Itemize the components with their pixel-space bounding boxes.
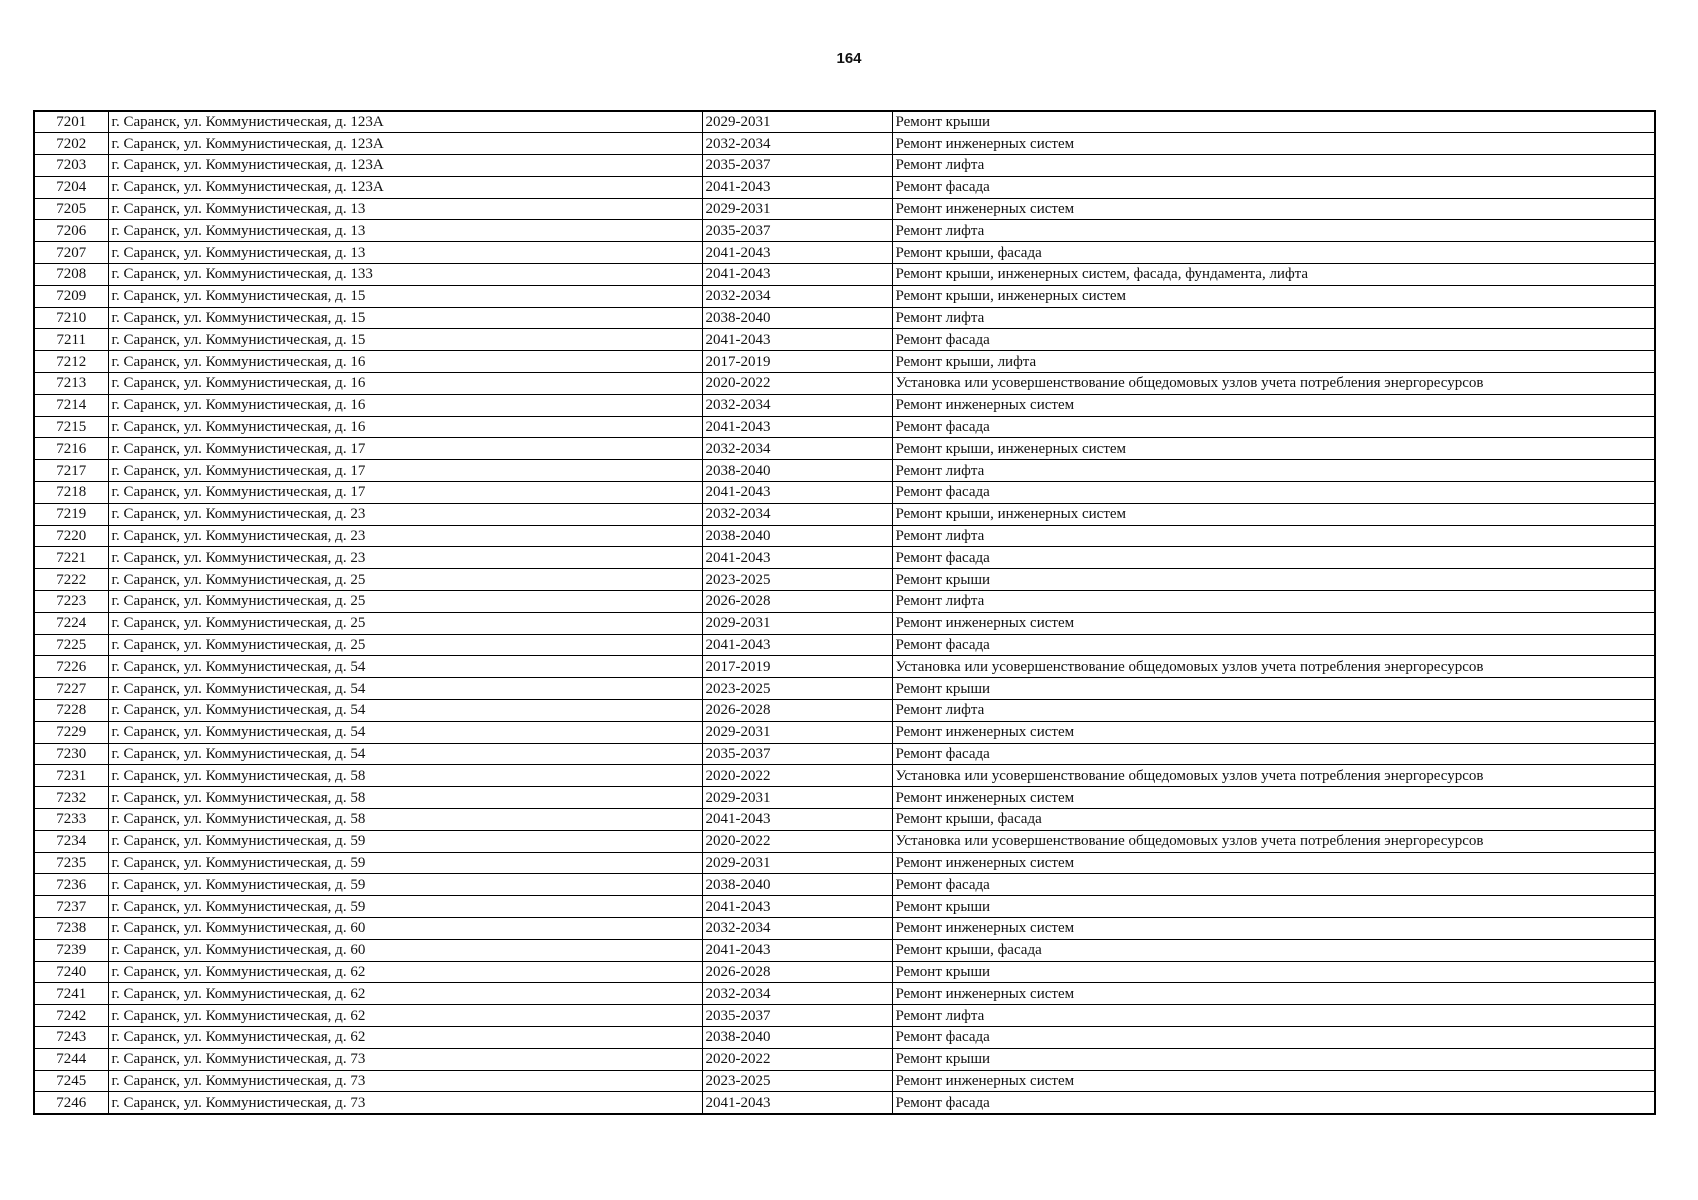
address-cell: г. Саранск, ул. Коммунистическая, д. 54 bbox=[108, 721, 702, 743]
period-cell: 2035-2037 bbox=[702, 155, 892, 177]
work-type-cell: Ремонт крыши, инженерных систем bbox=[892, 438, 1655, 460]
table-row bbox=[34, 503, 1655, 525]
period-cell: 2038-2040 bbox=[702, 307, 892, 329]
address-cell: г. Саранск, ул. Коммунистическая, д. 54 bbox=[108, 743, 702, 765]
row-number-cell: 7238 bbox=[34, 917, 108, 939]
work-type-cell: Ремонт крыши bbox=[892, 678, 1655, 700]
work-type-cell: Ремонт крыши bbox=[892, 896, 1655, 918]
work-type-cell: Ремонт инженерных систем bbox=[892, 394, 1655, 416]
period-cell: 2041-2043 bbox=[702, 329, 892, 351]
row-number-cell: 7212 bbox=[34, 351, 108, 373]
address-cell: г. Саранск, ул. Коммунистическая, д. 58 bbox=[108, 765, 702, 787]
table-row bbox=[34, 874, 1655, 896]
table-row bbox=[34, 743, 1655, 765]
period-cell: 2041-2043 bbox=[702, 242, 892, 264]
address-cell: г. Саранск, ул. Коммунистическая, д. 13 bbox=[108, 242, 702, 264]
row-number-cell: 7224 bbox=[34, 612, 108, 634]
address-cell: г. Саранск, ул. Коммунистическая, д. 17 bbox=[108, 460, 702, 482]
row-number-cell: 7244 bbox=[34, 1048, 108, 1070]
period-cell: 2023-2025 bbox=[702, 1070, 892, 1092]
work-type-cell: Ремонт крыши bbox=[892, 569, 1655, 591]
period-cell: 2038-2040 bbox=[702, 460, 892, 482]
table-row bbox=[34, 656, 1655, 678]
table-row bbox=[34, 1070, 1655, 1092]
row-number-cell: 7236 bbox=[34, 874, 108, 896]
address-cell: г. Саранск, ул. Коммунистическая, д. 133 bbox=[108, 264, 702, 286]
address-cell: г. Саранск, ул. Коммунистическая, д. 73 bbox=[108, 1070, 702, 1092]
address-cell: г. Саранск, ул. Коммунистическая, д. 123А bbox=[108, 155, 702, 177]
period-cell: 2023-2025 bbox=[702, 569, 892, 591]
work-type-cell: Ремонт фасада bbox=[892, 634, 1655, 656]
work-type-cell: Установка или усовершенствование общедомовых узлов учета потребления энергоресурсов bbox=[892, 373, 1655, 395]
table-row bbox=[34, 721, 1655, 743]
period-cell: 2035-2037 bbox=[702, 743, 892, 765]
work-type-cell: Ремонт крыши bbox=[892, 961, 1655, 983]
work-type-cell: Ремонт фасада bbox=[892, 1092, 1655, 1114]
row-number-cell: 7230 bbox=[34, 743, 108, 765]
row-number-cell: 7201 bbox=[34, 111, 108, 133]
table-row bbox=[34, 482, 1655, 504]
table-row bbox=[34, 1026, 1655, 1048]
work-type-cell: Ремонт крыши, инженерных систем bbox=[892, 503, 1655, 525]
row-number-cell: 7218 bbox=[34, 482, 108, 504]
work-type-cell: Ремонт крыши bbox=[892, 111, 1655, 133]
row-number-cell: 7202 bbox=[34, 133, 108, 155]
period-cell: 2032-2034 bbox=[702, 438, 892, 460]
table-row bbox=[34, 917, 1655, 939]
work-type-cell: Ремонт лифта bbox=[892, 525, 1655, 547]
row-number-cell: 7215 bbox=[34, 416, 108, 438]
table-row bbox=[34, 1048, 1655, 1070]
row-number-cell: 7211 bbox=[34, 329, 108, 351]
address-cell: г. Саранск, ул. Коммунистическая, д. 62 bbox=[108, 961, 702, 983]
period-cell: 2020-2022 bbox=[702, 373, 892, 395]
row-number-cell: 7216 bbox=[34, 438, 108, 460]
address-cell: г. Саранск, ул. Коммунистическая, д. 73 bbox=[108, 1092, 702, 1114]
period-cell: 2029-2031 bbox=[702, 111, 892, 133]
work-type-cell: Установка или усовершенствование общедомовых узлов учета потребления энергоресурсов bbox=[892, 656, 1655, 678]
period-cell: 2026-2028 bbox=[702, 591, 892, 613]
row-number-cell: 7239 bbox=[34, 939, 108, 961]
row-number-cell: 7229 bbox=[34, 721, 108, 743]
work-type-cell: Ремонт крыши bbox=[892, 1048, 1655, 1070]
row-number-cell: 7226 bbox=[34, 656, 108, 678]
period-cell: 2020-2022 bbox=[702, 830, 892, 852]
page-number: 164 bbox=[836, 50, 862, 67]
work-type-cell: Ремонт лифта bbox=[892, 460, 1655, 482]
table-row bbox=[34, 983, 1655, 1005]
period-cell: 2026-2028 bbox=[702, 961, 892, 983]
table-row bbox=[34, 525, 1655, 547]
work-type-cell: Ремонт лифта bbox=[892, 591, 1655, 613]
period-cell: 2029-2031 bbox=[702, 852, 892, 874]
address-cell: г. Саранск, ул. Коммунистическая, д. 16 bbox=[108, 416, 702, 438]
row-number-cell: 7219 bbox=[34, 503, 108, 525]
address-cell: г. Саранск, ул. Коммунистическая, д. 60 bbox=[108, 917, 702, 939]
period-cell: 2038-2040 bbox=[702, 1026, 892, 1048]
row-number-cell: 7235 bbox=[34, 852, 108, 874]
work-type-cell: Ремонт фасада bbox=[892, 482, 1655, 504]
period-cell: 2035-2037 bbox=[702, 220, 892, 242]
work-type-cell: Ремонт инженерных систем bbox=[892, 983, 1655, 1005]
table-row bbox=[34, 591, 1655, 613]
work-type-cell: Ремонт инженерных систем bbox=[892, 133, 1655, 155]
table-row bbox=[34, 787, 1655, 809]
table-row bbox=[34, 285, 1655, 307]
row-number-cell: 7221 bbox=[34, 547, 108, 569]
row-number-cell: 7232 bbox=[34, 787, 108, 809]
table-row bbox=[34, 111, 1655, 133]
row-number-cell: 7210 bbox=[34, 307, 108, 329]
table-row bbox=[34, 307, 1655, 329]
period-cell: 2041-2043 bbox=[702, 264, 892, 286]
address-cell: г. Саранск, ул. Коммунистическая, д. 59 bbox=[108, 830, 702, 852]
table-row bbox=[34, 678, 1655, 700]
address-cell: г. Саранск, ул. Коммунистическая, д. 54 bbox=[108, 656, 702, 678]
table-row bbox=[34, 133, 1655, 155]
period-cell: 2029-2031 bbox=[702, 721, 892, 743]
row-number-cell: 7208 bbox=[34, 264, 108, 286]
work-type-cell: Ремонт фасада bbox=[892, 547, 1655, 569]
work-type-cell: Ремонт инженерных систем bbox=[892, 852, 1655, 874]
table-row bbox=[34, 438, 1655, 460]
work-type-cell: Ремонт фасада bbox=[892, 176, 1655, 198]
address-cell: г. Саранск, ул. Коммунистическая, д. 15 bbox=[108, 307, 702, 329]
address-cell: г. Саранск, ул. Коммунистическая, д. 59 bbox=[108, 852, 702, 874]
address-cell: г. Саранск, ул. Коммунистическая, д. 15 bbox=[108, 329, 702, 351]
table-row bbox=[34, 700, 1655, 722]
table-row bbox=[34, 809, 1655, 831]
table-row bbox=[34, 416, 1655, 438]
address-cell: г. Саранск, ул. Коммунистическая, д. 123А bbox=[108, 176, 702, 198]
period-cell: 2038-2040 bbox=[702, 525, 892, 547]
row-number-cell: 7246 bbox=[34, 1092, 108, 1114]
row-number-cell: 7240 bbox=[34, 961, 108, 983]
table-row bbox=[34, 896, 1655, 918]
row-number-cell: 7220 bbox=[34, 525, 108, 547]
row-number-cell: 7213 bbox=[34, 373, 108, 395]
work-type-cell: Ремонт инженерных систем bbox=[892, 787, 1655, 809]
table-row bbox=[34, 264, 1655, 286]
row-number-cell: 7241 bbox=[34, 983, 108, 1005]
period-cell: 2041-2043 bbox=[702, 809, 892, 831]
work-type-cell: Установка или усовершенствование общедомовых узлов учета потребления энергоресурсов bbox=[892, 765, 1655, 787]
work-type-cell: Ремонт крыши, фасада bbox=[892, 939, 1655, 961]
period-cell: 2041-2043 bbox=[702, 176, 892, 198]
row-number-cell: 7228 bbox=[34, 700, 108, 722]
period-cell: 2041-2043 bbox=[702, 634, 892, 656]
row-number-cell: 7243 bbox=[34, 1026, 108, 1048]
period-cell: 2032-2034 bbox=[702, 983, 892, 1005]
table-row bbox=[34, 612, 1655, 634]
table-row bbox=[34, 242, 1655, 264]
period-cell: 2023-2025 bbox=[702, 678, 892, 700]
table-row bbox=[34, 351, 1655, 373]
table-row bbox=[34, 155, 1655, 177]
work-type-cell: Ремонт крыши, инженерных систем bbox=[892, 285, 1655, 307]
work-type-cell: Ремонт инженерных систем bbox=[892, 721, 1655, 743]
period-cell: 2020-2022 bbox=[702, 765, 892, 787]
row-number-cell: 7206 bbox=[34, 220, 108, 242]
work-type-cell: Ремонт крыши, фасада bbox=[892, 242, 1655, 264]
work-type-cell: Ремонт фасада bbox=[892, 1026, 1655, 1048]
repair-schedule-table bbox=[33, 110, 1656, 1115]
row-number-cell: 7234 bbox=[34, 830, 108, 852]
address-cell: г. Саранск, ул. Коммунистическая, д. 23 bbox=[108, 547, 702, 569]
period-cell: 2041-2043 bbox=[702, 416, 892, 438]
period-cell: 2038-2040 bbox=[702, 874, 892, 896]
period-cell: 2032-2034 bbox=[702, 285, 892, 307]
address-cell: г. Саранск, ул. Коммунистическая, д. 62 bbox=[108, 1005, 702, 1027]
work-type-cell: Ремонт инженерных систем bbox=[892, 198, 1655, 220]
address-cell: г. Саранск, ул. Коммунистическая, д. 54 bbox=[108, 700, 702, 722]
period-cell: 2029-2031 bbox=[702, 612, 892, 634]
row-number-cell: 7203 bbox=[34, 155, 108, 177]
work-type-cell: Ремонт инженерных систем bbox=[892, 1070, 1655, 1092]
row-number-cell: 7204 bbox=[34, 176, 108, 198]
address-cell: г. Саранск, ул. Коммунистическая, д. 62 bbox=[108, 1026, 702, 1048]
table-row bbox=[34, 460, 1655, 482]
table-row bbox=[34, 939, 1655, 961]
address-cell: г. Саранск, ул. Коммунистическая, д. 13 bbox=[108, 220, 702, 242]
work-type-cell: Ремонт лифта bbox=[892, 1005, 1655, 1027]
period-cell: 2032-2034 bbox=[702, 394, 892, 416]
table-body bbox=[34, 111, 1655, 1114]
address-cell: г. Саранск, ул. Коммунистическая, д. 15 bbox=[108, 285, 702, 307]
row-number-cell: 7245 bbox=[34, 1070, 108, 1092]
table-row bbox=[34, 569, 1655, 591]
address-cell: г. Саранск, ул. Коммунистическая, д. 23 bbox=[108, 503, 702, 525]
row-number-cell: 7207 bbox=[34, 242, 108, 264]
work-type-cell: Ремонт лифта bbox=[892, 155, 1655, 177]
period-cell: 2032-2034 bbox=[702, 917, 892, 939]
row-number-cell: 7217 bbox=[34, 460, 108, 482]
address-cell: г. Саранск, ул. Коммунистическая, д. 17 bbox=[108, 438, 702, 460]
work-type-cell: Ремонт инженерных систем bbox=[892, 917, 1655, 939]
period-cell: 2029-2031 bbox=[702, 787, 892, 809]
table-row bbox=[34, 329, 1655, 351]
table-row bbox=[34, 765, 1655, 787]
period-cell: 2032-2034 bbox=[702, 503, 892, 525]
address-cell: г. Саранск, ул. Коммунистическая, д. 16 bbox=[108, 373, 702, 395]
period-cell: 2026-2028 bbox=[702, 700, 892, 722]
table-row bbox=[34, 961, 1655, 983]
row-number-cell: 7227 bbox=[34, 678, 108, 700]
row-number-cell: 7214 bbox=[34, 394, 108, 416]
row-number-cell: 7231 bbox=[34, 765, 108, 787]
address-cell: г. Саранск, ул. Коммунистическая, д. 73 bbox=[108, 1048, 702, 1070]
address-cell: г. Саранск, ул. Коммунистическая, д. 25 bbox=[108, 634, 702, 656]
period-cell: 2035-2037 bbox=[702, 1005, 892, 1027]
table-row bbox=[34, 198, 1655, 220]
period-cell: 2029-2031 bbox=[702, 198, 892, 220]
address-cell: г. Саранск, ул. Коммунистическая, д. 54 bbox=[108, 678, 702, 700]
row-number-cell: 7225 bbox=[34, 634, 108, 656]
table-row bbox=[34, 547, 1655, 569]
work-type-cell: Ремонт фасада bbox=[892, 416, 1655, 438]
address-cell: г. Саранск, ул. Коммунистическая, д. 58 bbox=[108, 809, 702, 831]
work-type-cell: Ремонт фасада bbox=[892, 874, 1655, 896]
address-cell: г. Саранск, ул. Коммунистическая, д. 23 bbox=[108, 525, 702, 547]
period-cell: 2041-2043 bbox=[702, 547, 892, 569]
address-cell: г. Саранск, ул. Коммунистическая, д. 123А bbox=[108, 133, 702, 155]
address-cell: г. Саранск, ул. Коммунистическая, д. 59 bbox=[108, 874, 702, 896]
work-type-cell: Ремонт лифта bbox=[892, 700, 1655, 722]
address-cell: г. Саранск, ул. Коммунистическая, д. 25 bbox=[108, 612, 702, 634]
table-row bbox=[34, 220, 1655, 242]
period-cell: 2017-2019 bbox=[702, 656, 892, 678]
row-number-cell: 7242 bbox=[34, 1005, 108, 1027]
period-cell: 2041-2043 bbox=[702, 482, 892, 504]
address-cell: г. Саранск, ул. Коммунистическая, д. 25 bbox=[108, 569, 702, 591]
table-row bbox=[34, 852, 1655, 874]
work-type-cell: Ремонт фасада bbox=[892, 329, 1655, 351]
table-row bbox=[34, 373, 1655, 395]
table-row bbox=[34, 176, 1655, 198]
work-type-cell: Ремонт крыши, инженерных систем, фасада, фундамента, лифта bbox=[892, 264, 1655, 286]
row-number-cell: 7233 bbox=[34, 809, 108, 831]
period-cell: 2017-2019 bbox=[702, 351, 892, 373]
address-cell: г. Саранск, ул. Коммунистическая, д. 62 bbox=[108, 983, 702, 1005]
work-type-cell: Ремонт крыши, фасада bbox=[892, 809, 1655, 831]
work-type-cell: Ремонт крыши, лифта bbox=[892, 351, 1655, 373]
table-row bbox=[34, 634, 1655, 656]
address-cell: г. Саранск, ул. Коммунистическая, д. 58 bbox=[108, 787, 702, 809]
address-cell: г. Саранск, ул. Коммунистическая, д. 123А bbox=[108, 111, 702, 133]
period-cell: 2032-2034 bbox=[702, 133, 892, 155]
row-number-cell: 7209 bbox=[34, 285, 108, 307]
period-cell: 2041-2043 bbox=[702, 1092, 892, 1114]
row-number-cell: 7222 bbox=[34, 569, 108, 591]
work-type-cell: Установка или усовершенствование общедомовых узлов учета потребления энергоресурсов bbox=[892, 830, 1655, 852]
row-number-cell: 7223 bbox=[34, 591, 108, 613]
table-row bbox=[34, 1005, 1655, 1027]
address-cell: г. Саранск, ул. Коммунистическая, д. 60 bbox=[108, 939, 702, 961]
table-row bbox=[34, 394, 1655, 416]
work-type-cell: Ремонт лифта bbox=[892, 220, 1655, 242]
work-type-cell: Ремонт лифта bbox=[892, 307, 1655, 329]
table-row bbox=[34, 1092, 1655, 1114]
address-cell: г. Саранск, ул. Коммунистическая, д. 59 bbox=[108, 896, 702, 918]
period-cell: 2041-2043 bbox=[702, 939, 892, 961]
address-cell: г. Саранск, ул. Коммунистическая, д. 16 bbox=[108, 351, 702, 373]
table-row bbox=[34, 830, 1655, 852]
address-cell: г. Саранск, ул. Коммунистическая, д. 25 bbox=[108, 591, 702, 613]
period-cell: 2041-2043 bbox=[702, 896, 892, 918]
work-type-cell: Ремонт инженерных систем bbox=[892, 612, 1655, 634]
address-cell: г. Саранск, ул. Коммунистическая, д. 16 bbox=[108, 394, 702, 416]
row-number-cell: 7237 bbox=[34, 896, 108, 918]
period-cell: 2020-2022 bbox=[702, 1048, 892, 1070]
work-type-cell: Ремонт фасада bbox=[892, 743, 1655, 765]
row-number-cell: 7205 bbox=[34, 198, 108, 220]
address-cell: г. Саранск, ул. Коммунистическая, д. 17 bbox=[108, 482, 702, 504]
address-cell: г. Саранск, ул. Коммунистическая, д. 13 bbox=[108, 198, 702, 220]
